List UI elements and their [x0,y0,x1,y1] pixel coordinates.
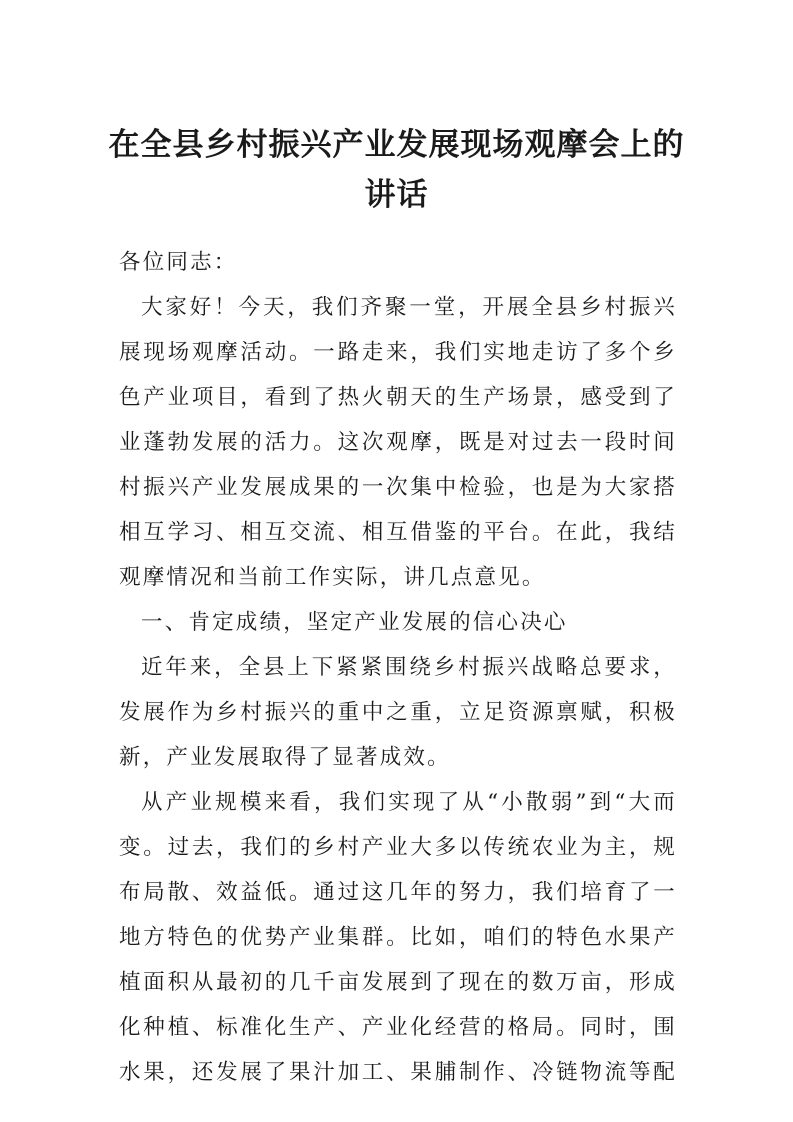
body-line: 业蓬勃发展的活力。这次观摩，既是对过去一段时间 [119,430,677,455]
body-line: 从产业规模来看，我们实现了从“小散弱”到“大而 [141,790,677,815]
body-line: 近年来，全县上下紧紧围绕乡村振兴战略总要求， [141,655,677,680]
salutation: 各位同志： [119,250,238,275]
body-line: 色产业项目，看到了热火朝天的生产场景，感受到了 [119,385,677,410]
body-line: 化种植、标准化生产、产业化经营的格局。同时，围 [119,1015,677,1040]
document-title-line-1: 在全县乡村振兴产业发展现场观摩会上的 [108,127,685,163]
body-line: 新，产业发展取得了显著成效。 [119,745,451,770]
body-line: 大家好！今天，我们齐聚一堂，开展全县乡村振兴 [141,295,677,320]
body-line: 展现场观摩活动。一路走来，我们实地走访了多个乡 [119,340,677,365]
body-line: 植面积从最初的几千亩发展到了现在的数万亩，形成 [119,970,677,995]
body-line: 布局散、效益低。通过这几年的努力，我们培育了一 [119,880,677,905]
body-line: 村振兴产业发展成果的一次集中检验，也是为大家搭 [119,475,677,500]
document-body [119,240,677,1095]
body-line: 观摩情况和当前工作实际，讲几点意见。 [119,565,546,590]
body-line: 相互学习、相互交流、相互借鉴的平台。在此，我结 [119,520,677,545]
document-title-line-2: 讲话 [364,177,429,213]
body-line: 发展作为乡村振兴的重中之重，立足资源禀赋，积极 [119,700,677,725]
section-heading: 一、肯定成绩，坚定产业发展的信心决心 [141,610,568,635]
body-line: 水果，还发展了果汁加工、果脯制作、冷链物流等配 [119,1060,677,1085]
body-line: 地方特色的优势产业集群。比如，咱们的特色水果产 [119,925,677,950]
body-line: 变。过去，我们的乡村产业大多以传统农业为主，规 [119,835,677,860]
